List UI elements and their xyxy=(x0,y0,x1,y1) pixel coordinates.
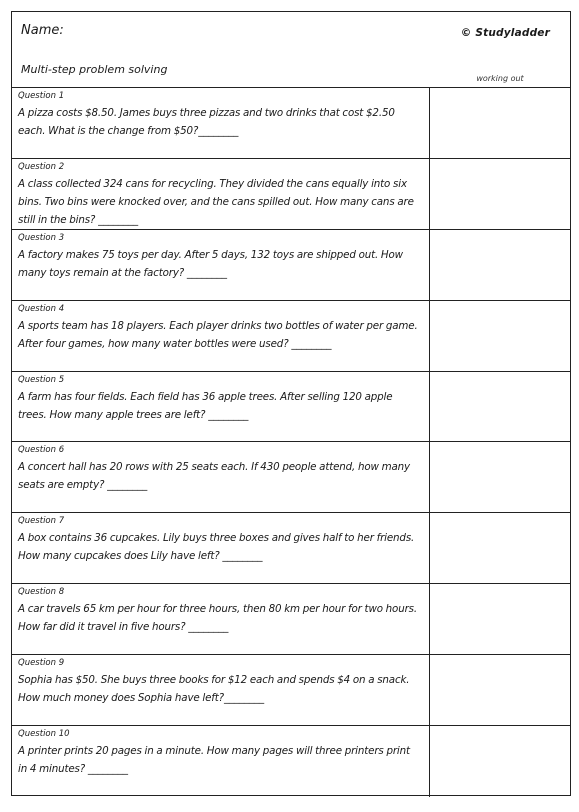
question-label: Question 7 xyxy=(18,516,65,527)
working-out-box[interactable] xyxy=(430,88,570,158)
question-cell xyxy=(12,159,430,229)
question-label: Question 6 xyxy=(18,445,65,456)
question-row-9 xyxy=(12,655,570,726)
question-text: Sophia has $50. She buys three books for $12 each and spends $4 on a snack. How much money does Sophia have left?________ xyxy=(18,674,410,705)
question-row-6 xyxy=(12,442,570,513)
question-text: A concert hall has 20 rows with 25 seats each. If 430 people attend, how many seats are empty? ________ xyxy=(18,461,410,492)
question-cell xyxy=(12,513,430,583)
question-cell xyxy=(12,655,430,725)
question-row-3 xyxy=(12,230,570,301)
question-row-2 xyxy=(12,159,570,230)
question-label: Question 10 xyxy=(18,729,70,740)
question-cell xyxy=(12,88,430,158)
question-cell xyxy=(12,230,430,300)
question-row-4 xyxy=(12,301,570,372)
question-row-1 xyxy=(12,88,570,159)
question-cell xyxy=(12,726,430,797)
working-out-box[interactable] xyxy=(430,655,570,725)
question-cell xyxy=(12,301,430,371)
question-cell xyxy=(12,584,430,654)
question-row-7 xyxy=(12,513,570,584)
question-row-5 xyxy=(12,372,570,443)
question-label: Question 5 xyxy=(18,374,65,385)
worksheet-subtitle: Multi-step problem solving xyxy=(21,63,168,76)
question-row-10 xyxy=(12,726,570,797)
working-out-box[interactable] xyxy=(430,301,570,371)
question-text: A car travels 65 km per hour for three hours, then 80 km per hour for two hours. How far did it travel in five hours? ________ xyxy=(18,603,418,634)
question-label: Question 3 xyxy=(18,232,65,243)
worksheet xyxy=(11,11,571,796)
question-label: Question 1 xyxy=(18,91,65,101)
question-text: A printer prints 20 pages in a minute. How many pages will three printers print in 4 minutes? ________ xyxy=(18,745,410,776)
question-text: A pizza costs $8.50. James buys three pizzas and two drinks that cost $2.50 each. What is the change from $50?________ xyxy=(18,107,395,137)
studyladder-brand: © Studyladder xyxy=(460,27,550,39)
question-row-8 xyxy=(12,584,570,655)
working-out-box[interactable] xyxy=(430,726,570,797)
question-cell xyxy=(12,442,430,512)
working-out-box[interactable] xyxy=(430,513,570,583)
question-text: A farm has four fields. Each field has 36 apple trees. After selling 120 apple trees. How many apple trees are left? ________ xyxy=(18,390,393,421)
name-label: Name: xyxy=(21,23,64,38)
working-out-box[interactable] xyxy=(430,442,570,512)
working-out-box[interactable] xyxy=(430,584,570,654)
question-text: A factory makes 75 toys per day. After 5 days, 132 toys are shipped out. How many toys remain at the factory? ________ xyxy=(18,248,403,279)
worksheet-header xyxy=(12,12,570,88)
question-text: A class collected 324 cans for recycling. They divided the cans equally into six bins. Two bins were knocked over, and the cans spilled out. How many cans are still in the bins? ________ xyxy=(18,177,414,226)
question-label: Question 9 xyxy=(18,658,65,669)
question-label: Question 8 xyxy=(18,587,65,598)
question-list xyxy=(12,88,570,797)
question-text: A sports team has 18 players. Each player drinks two bottles of water per game. After four games, how many water bottles were used? ________ xyxy=(18,319,418,350)
question-cell xyxy=(12,372,430,442)
question-label: Question 2 xyxy=(18,161,65,172)
working-out-box[interactable] xyxy=(430,159,570,229)
working-out-box[interactable] xyxy=(430,230,570,300)
question-label: Question 4 xyxy=(18,303,65,314)
working-out-heading: working out xyxy=(476,74,524,83)
question-text: A box contains 36 cupcakes. Lily buys three boxes and gives half to her friends. How many cupcakes does Lily have left? ________ xyxy=(18,532,415,563)
working-out-box[interactable] xyxy=(430,372,570,442)
